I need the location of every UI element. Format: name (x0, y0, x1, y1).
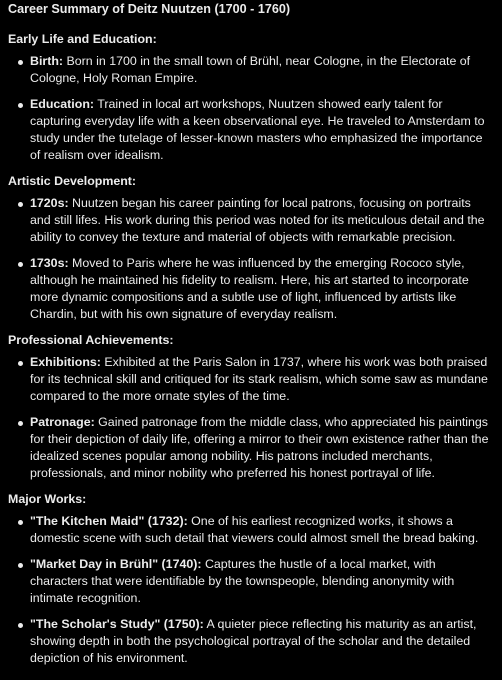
bullet-icon (18, 60, 23, 65)
item-label: "The Scholar's Study" (1750): (30, 617, 204, 631)
item-label: Exhibitions: (30, 355, 101, 369)
item-label: Patronage: (30, 415, 95, 429)
item-label: 1720s: (30, 196, 69, 210)
document-title: Career Summary of Deitz Nuutzen (1700 - 1760) (8, 2, 291, 16)
section-heading: Artistic Development: (8, 174, 137, 188)
item-label: 1730s: (30, 256, 69, 270)
item-label: Education: (30, 97, 95, 111)
item-text: Gained patronage from the middle class, who appreciated his paintings for their depiction of daily life, offering a mirror to their own existence rather than the idealized scenes popular among nobility. His patrons included merchants, professionals, and minor nobility who preferred his honest portrayal of life. (30, 415, 489, 480)
list-item (8, 195, 494, 246)
item-label: "Market Day in Brühl" (1740): (30, 557, 202, 571)
bullet-list (8, 195, 494, 323)
bullet-icon (18, 103, 23, 108)
bullet-icon (18, 520, 23, 525)
item-text: Captures the hustle of a local market, with characters that were identifiable by the townspeople, blending anonymity with intimate recognition. (30, 557, 455, 605)
bullet-icon (18, 563, 23, 568)
list-item (8, 556, 494, 607)
section-artistic-development (8, 173, 494, 323)
list-item (8, 96, 494, 164)
item-text: One of his earliest recognized works, it shows a domestic scene with such detail that viewers could almost smell the bread baking. (30, 514, 479, 545)
bullet-icon (18, 361, 23, 366)
item-label: Birth: (30, 54, 64, 68)
bullet-icon (18, 202, 23, 207)
item-text: Exhibited at the Paris Salon in 1737, where his work was both praised for its technical skill and critiqued for its stark realism, which some saw as mundane compared to the more ornate styles of the time. (30, 355, 488, 403)
list-item (8, 53, 494, 87)
section-professional-achievements (8, 332, 494, 482)
list-item (8, 255, 494, 323)
item-text: Moved to Paris where he was influenced by the emerging Rococo style, although he maintained his fidelity to realism. Here, his art started to incorporate more dynamic compositions and a subtle use of light, influenced by artists like Chardin, but with his own signature of everyday realism. (30, 256, 469, 321)
item-label: "The Kitchen Maid" (1732): (30, 514, 188, 528)
list-item (8, 354, 494, 405)
bullet-icon (18, 262, 23, 267)
item-text: Trained in local art workshops, Nuutzen showed early talent for capturing everyday life with a keen observational eye. He traveled to Amsterdam to study under the tutelage of lesser-known masters who emphasized the importance of realism over idealism. (30, 97, 485, 162)
bullet-icon (18, 623, 23, 628)
list-item (8, 414, 494, 482)
bullet-list (8, 354, 494, 482)
list-item (8, 616, 494, 667)
list-item (8, 513, 494, 547)
bullet-list (8, 513, 494, 667)
section-early-life (8, 31, 494, 164)
section-heading: Professional Achievements: (8, 333, 174, 347)
section-heading: Major Works: (8, 492, 87, 506)
item-text: Born in 1700 in the small town of Brühl, near Cologne, in the Electorate of Cologne, Holy Roman Empire. (30, 54, 471, 85)
bullet-icon (18, 421, 23, 426)
bullet-list (8, 53, 494, 164)
section-heading: Early Life and Education: (8, 32, 157, 46)
item-text: A quieter piece reflecting his maturity as an artist, showing depth in both the psychological portrayal of the scholar and the detailed depiction of his environment. (30, 617, 477, 665)
item-text: Nuutzen began his career painting for local patrons, focusing on portraits and still lifes. His work during this period was noted for its meticulous detail and the ability to convey the texture and material of objects with remarkable precision. (30, 196, 485, 244)
section-major-works (8, 491, 494, 667)
